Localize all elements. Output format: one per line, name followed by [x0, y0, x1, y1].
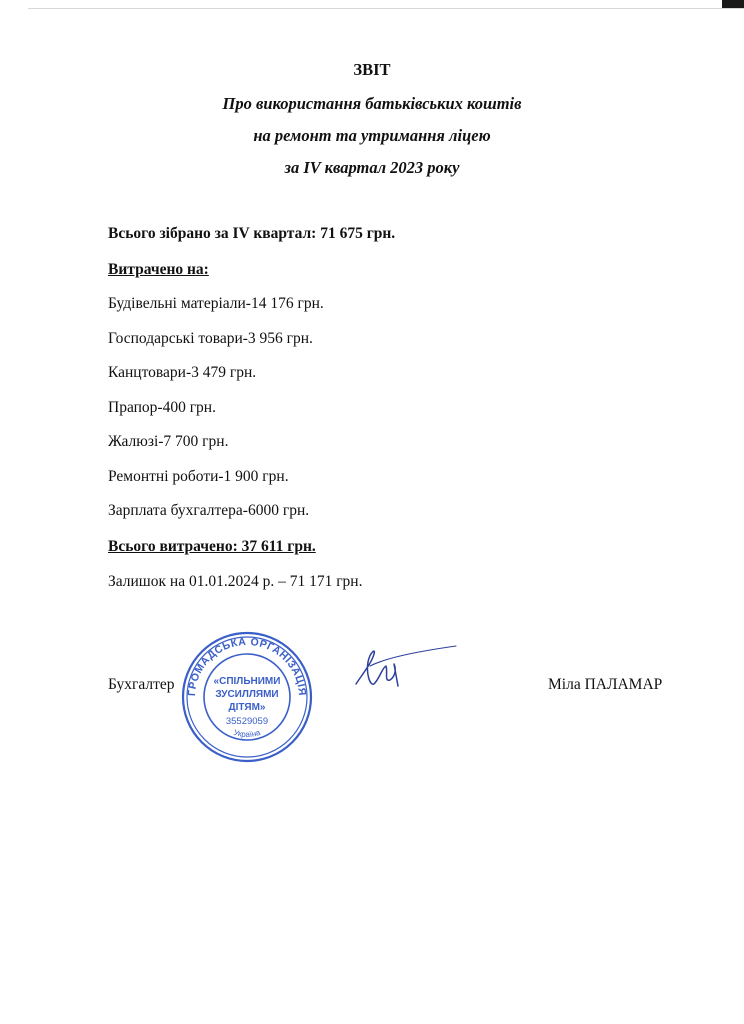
expense-item: Будівельні матеріали-14 176 грн. — [108, 295, 324, 312]
scan-corner-mark — [722, 0, 744, 8]
svg-text:Україна — [233, 728, 262, 739]
report-subtitle-line-1: Про використання батьківських коштів — [222, 94, 522, 113]
stamp-code: 35529059 — [225, 716, 269, 727]
expense-item: Зарплата бухгалтера-6000 грн. — [108, 502, 310, 519]
stamp-inner-line-1: «СПІЛЬНИМИ — [213, 676, 281, 687]
report-subtitle-line-3: за IV квартал 2023 року — [284, 158, 460, 177]
signature-role: Бухгалтер — [108, 676, 175, 693]
expense-item: Канцтовари-3 479 грн. — [108, 364, 257, 381]
report-subtitle-line-2: на ремонт та утримання ліцею — [253, 126, 491, 145]
signature-name: Міла ПАЛАМАР — [548, 676, 663, 693]
expense-item: Жалюзі-7 700 грн. — [108, 433, 229, 450]
spent-on-heading: Витрачено на: — [108, 261, 209, 278]
total-spent: Всього витрачено: 37 611 грн. — [108, 538, 316, 555]
scan-top-edge — [28, 8, 744, 9]
stamp-outer-text: ГРОМАДСЬКА ОРГАНІЗАЦІЯ — [185, 635, 309, 697]
organization-stamp — [178, 628, 316, 766]
handwritten-signature — [352, 642, 460, 694]
total-collected: Всього зібрано за IV квартал: 71 675 грн. — [108, 225, 396, 242]
stamp-inner-line-3: ДІТЯМ» — [228, 702, 266, 713]
stamp-bottom-text: Україна — [232, 727, 262, 740]
stamp-inner-line-2: ЗУСИЛЛЯМИ — [215, 689, 279, 700]
report-title: ЗВІТ — [353, 60, 391, 79]
expense-item: Ремонтні роботи-1 900 грн. — [108, 468, 289, 485]
expense-item: Прапор-400 грн. — [108, 399, 216, 416]
svg-text:ГРОМАДСЬКА ОРГАНІЗАЦІЯ — [186, 636, 308, 697]
expense-item: Господарські товари-3 956 грн. — [108, 330, 313, 347]
balance: Залишок на 01.01.2024 р. – 71 171 грн. — [108, 573, 363, 590]
